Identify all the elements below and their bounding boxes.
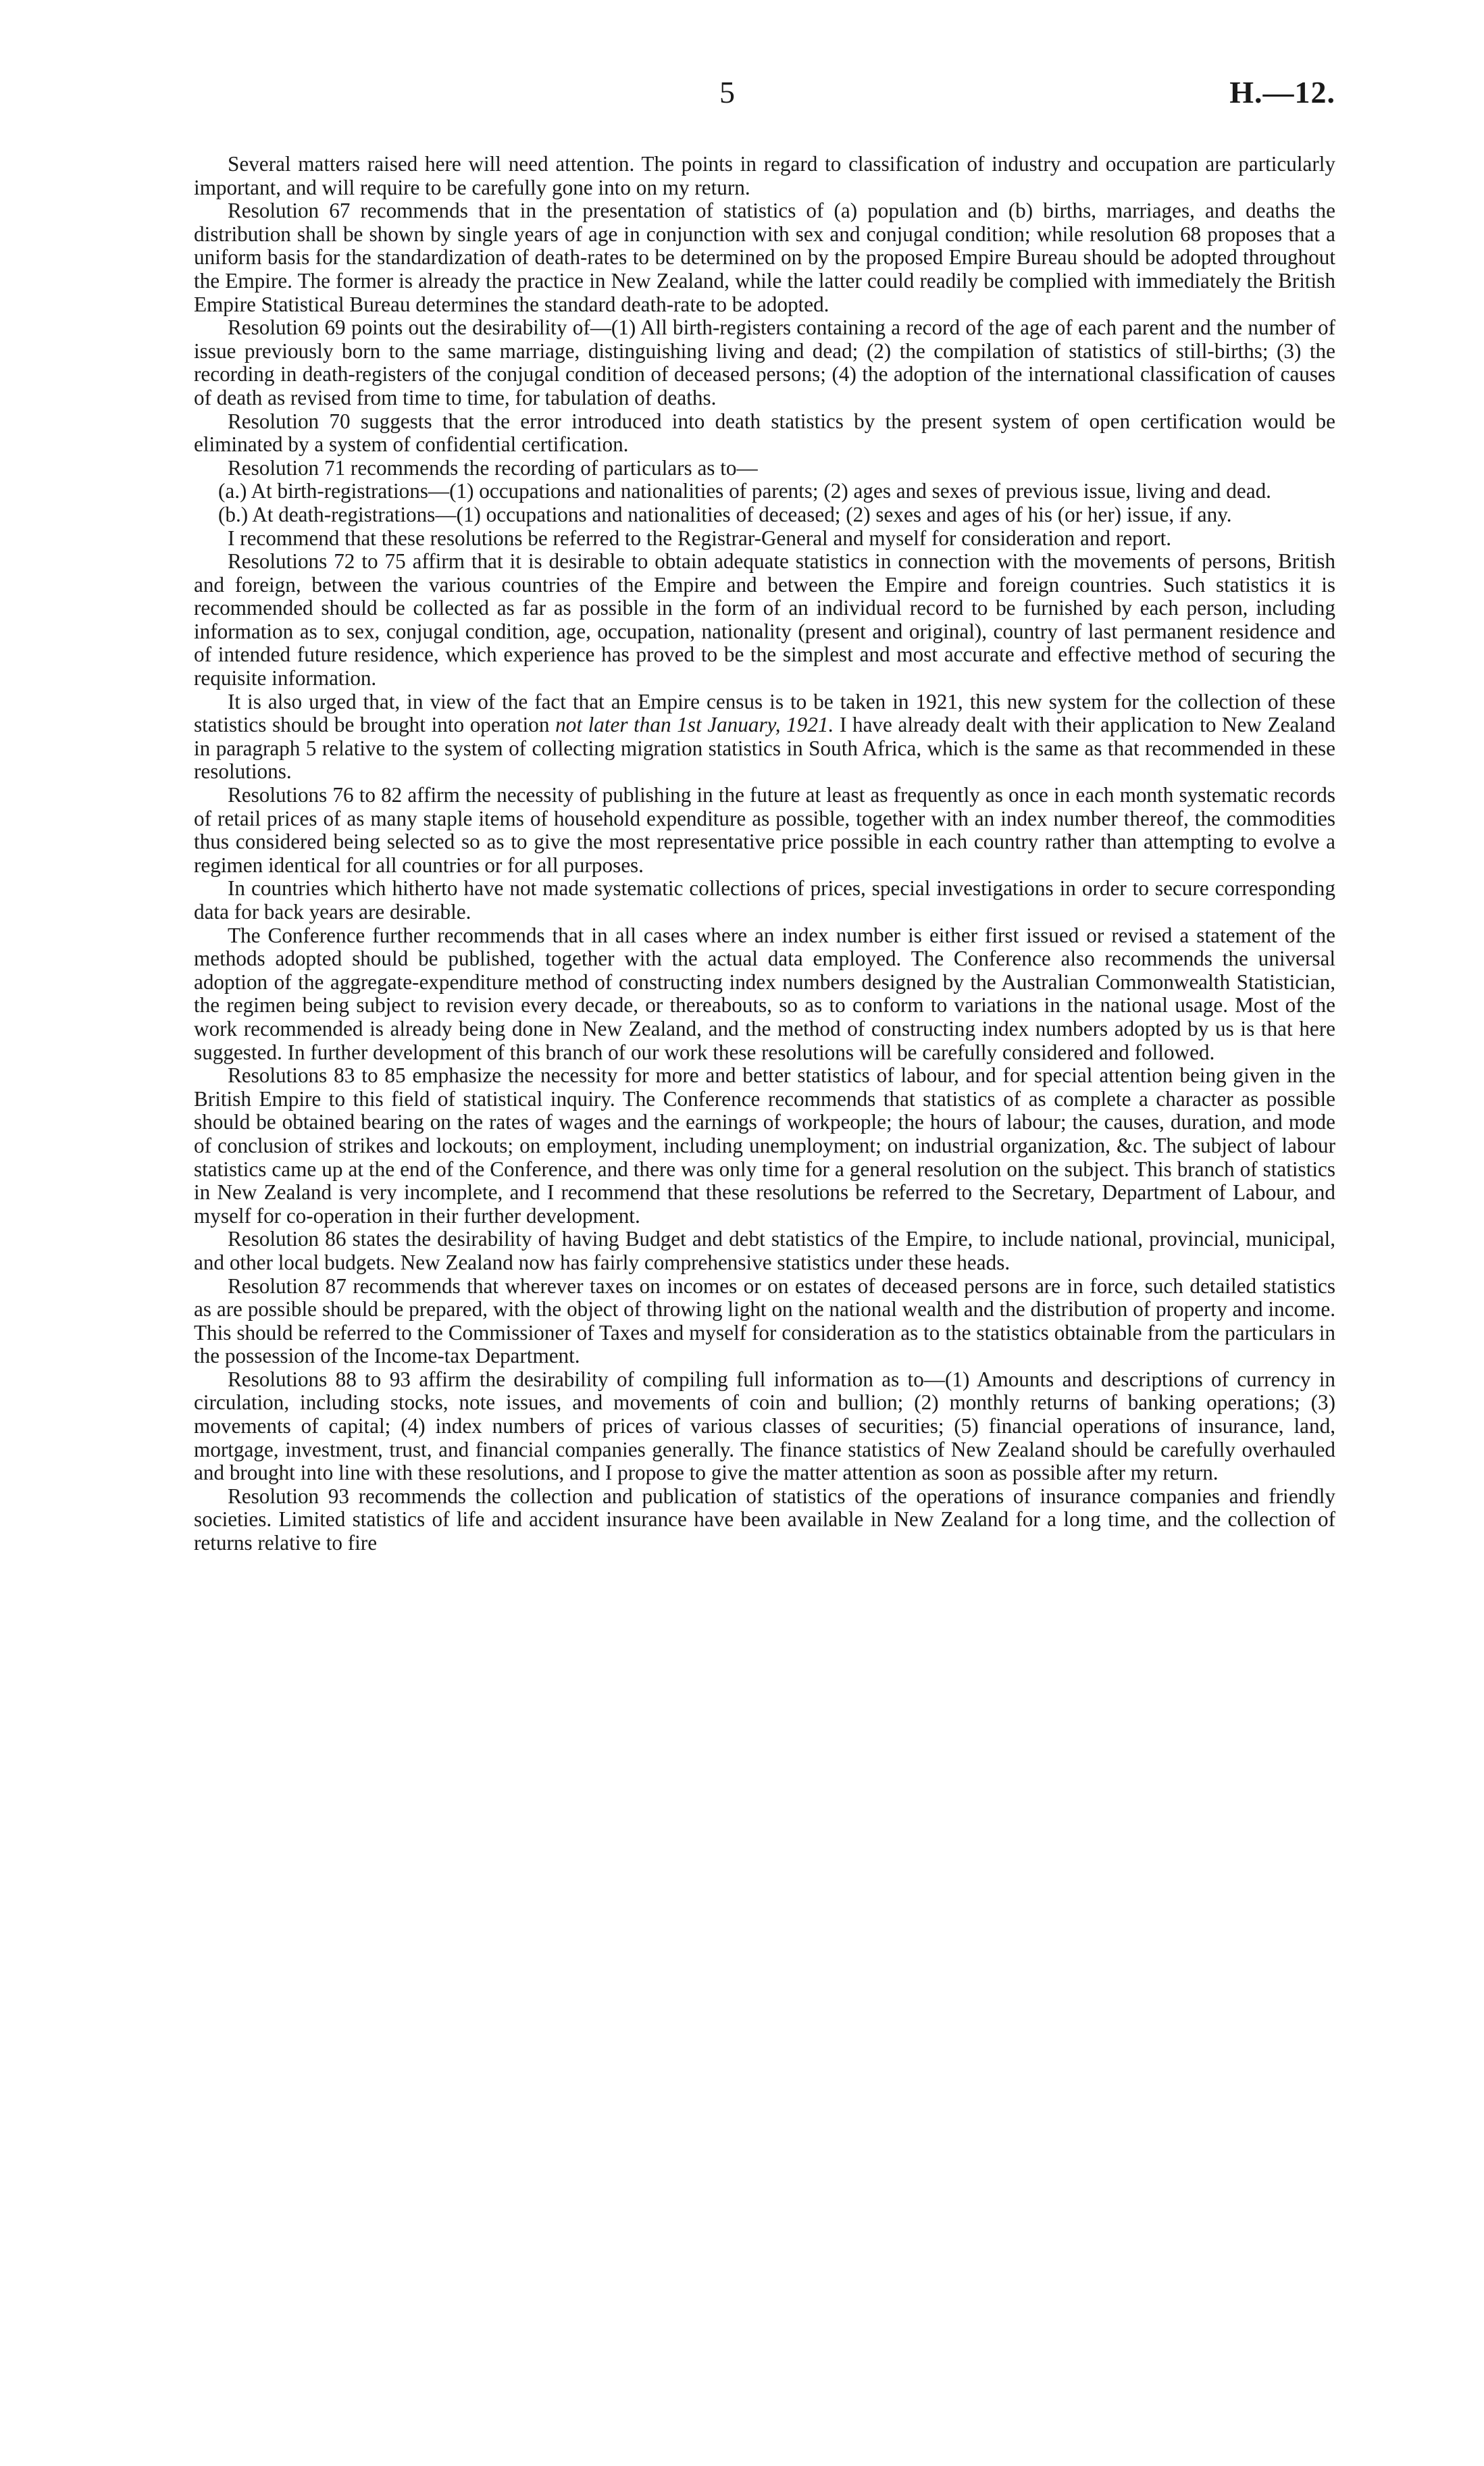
paragraph: Resolution 87 recommends that wherever taxes on incomes or on estates of deceased persons are in force, such detailed statistics as are possible should be prepared, with the object of throwing light on the national wealth and the distribution of property and income. This should be referred to the Commissioner of Taxes and myself for consideration as to the statistics obtainable from the particulars in the possession of the Income-tax Department.: [194, 1274, 1335, 1368]
paragraph: Resolution 71 recommends the recording of particulars as to—: [228, 455, 758, 480]
paragraph: In countries which hitherto have not made systematic collections of prices, special investigations in order to secure corresponding data for back years are desirable.: [194, 876, 1335, 924]
paragraph: Resolutions 72 to 75 affirm that it is desirable to obtain adequate statistics in connection with the movements of persons, British and foreign, between the various countries of the Empire and between the Empire and foreign countries. Such statistics it is recommended should be collected as far as possible in the form of an individual record to be furnished by each person, including information as to sex, conjugal condition, age, occupation, nationality (present and original), country of last permanent residence and of intended future residence, which experience has proved to be the simplest and most accurate and effective method of securing the requisite information.: [194, 549, 1335, 690]
body-text: [194, 153, 1335, 1555]
paragraph-text: I have already dealt with their application to New Zealand in paragraph 5 relative to the system of collecting migration statistics in South Africa, which is the same as that recommended in these resolutions.: [194, 713, 1335, 784]
paragraph: Resolution 69 points out the desirability of—(1) All birth-registers containing a record of the age of each parent and the number of issue previously born to the same marriage, distinguishing living and dead; (2) the compilation of statistics of still-births; (3) the recording in death-registers of the conjugal condition of deceased persons; (4) the adoption of the international classification of causes of death as revised from time to time, for tabulation of deaths.: [194, 316, 1335, 409]
sub-item-birth-registrations: (a.) At birth-registrations—(1) occupations and nationalities of parents; (2) ages and sexes of previous issue, living and dead.: [218, 479, 1271, 503]
paragraph: Resolutions 76 to 82 affirm the necessity of publishing in the future at least as frequently as once in each month systematic records of retail prices of as many staple items of household expenditure as possible, together with an index number thereof, the commodities thus considered being selected so as to give the most representative price possible in each country rather than attempting to evolve a regimen identical for all countries or for all purposes.: [194, 783, 1335, 877]
paragraph: Resolution 67 recommends that in the presentation of statistics of (a) population and (b) births, marriages, and deaths the distribution shall be shown by single years of age in conjunction with sex and conjugal condition; while resolution 68 proposes that a uniform basis for the standardization of death-rates to be determined on by the proposed Empire Bureau should be adopted throughout the Empire. The former is already the practice in New Zealand, while the latter could readily be complied with immediately the British Empire Statistical Bureau determines the standard death-rate to be adopted.: [194, 199, 1335, 316]
paragraph: Resolutions 88 to 93 affirm the desirability of compiling full information as to—(1) Amounts and descriptions of currency in circulation, including stocks, note issues, and movements of coin and bullion; (2) monthly returns of banking operations; (3) movements of capital; (4) index numbers of prices of various classes of securities; (5) financial operations of insurance, land, mortgage, investment, trust, and financial companies generally. The finance statistics of New Zealand should be carefully overhauled and brought into line with these resolutions, and I propose to give the matter attention as soon as possible after my return.: [194, 1367, 1335, 1485]
page-number: 5: [719, 75, 735, 109]
paragraph-empire-census: [194, 690, 1335, 784]
paragraph: The Conference further recommends that in all cases where an index number is either first issued or revised a statement of the methods adopted should be published, together with the actual data employed. The Conference also recommends the universal adoption of the aggregate-expenditure method of constructing index numbers designed by the Australian Commonwealth Statistician, the regimen being subject to revision every decade, or thereabouts, so as to conform to variations in the national usage. Most of the work recommended is already being done in New Zealand, and the method of constructing index numbers adopted by us is that here suggested. In further development of this branch of our work these resolutions will be carefully considered and followed.: [194, 923, 1335, 1064]
page-header: [0, 74, 1484, 128]
paragraph: Resolution 93 recommends the collection and publication of statistics of the operations of insurance companies and friendly societies. Limited statistics of life and accident insurance have been available in New Zealand for a long time, and the collection of returns relative to fire: [194, 1484, 1335, 1555]
sub-item-death-registrations: (b.) At death-registrations—(1) occupations and nationalities of deceased; (2) sexes and ages of his (or her) issue, if any.: [218, 502, 1232, 526]
paragraph: Resolution 70 suggests that the error introduced into death statistics by the present system of open certification would be eliminated by a system of confidential certification.: [194, 409, 1335, 457]
paragraph: Resolutions 83 to 85 emphasize the necessity for more and better statistics of labour, and for special attention being given in the British Empire to this field of statistical inquiry. The Conference recommends that statistics of as complete a character as possible should be obtained bearing on the rates of wages and the earnings of workpeople; the hours of labour; the causes, duration, and mode of conclusion of strikes and lockouts; on employment, including unemployment; on industrial organization, &c. The subject of labour statistics came up at the end of the Conference, and there was only time for a general resolution on the subject. This branch of statistics in New Zealand is very incomplete, and I recommend that these resolutions be referred to the Secretary, Department of Labour, and myself for co-operation in their further development.: [194, 1063, 1335, 1228]
paragraph: I recommend that these resolutions be referred to the Registrar-General and myself for consideration and report.: [228, 526, 1172, 550]
document-reference: H.—12.: [1229, 75, 1335, 109]
paragraph: Resolution 86 states the desirability of having Budget and debt statistics of the Empire, to include national, provincial, municipal, and other local budgets. New Zealand now has fairly comprehensive statistics under these heads.: [194, 1227, 1335, 1274]
emphasized-date: not later than 1st January, 1921.: [555, 713, 834, 737]
paragraph-text: It is also urged that, in view of the fact that an Empire census is to be taken in 1921, this new system for the collection of these statistics should be brought into operation: [194, 689, 1335, 737]
paragraph: Several matters raised here will need attention. The points in regard to classification of industry and occupation are particularly important, and will require to be carefully gone into on my return.: [194, 152, 1335, 199]
